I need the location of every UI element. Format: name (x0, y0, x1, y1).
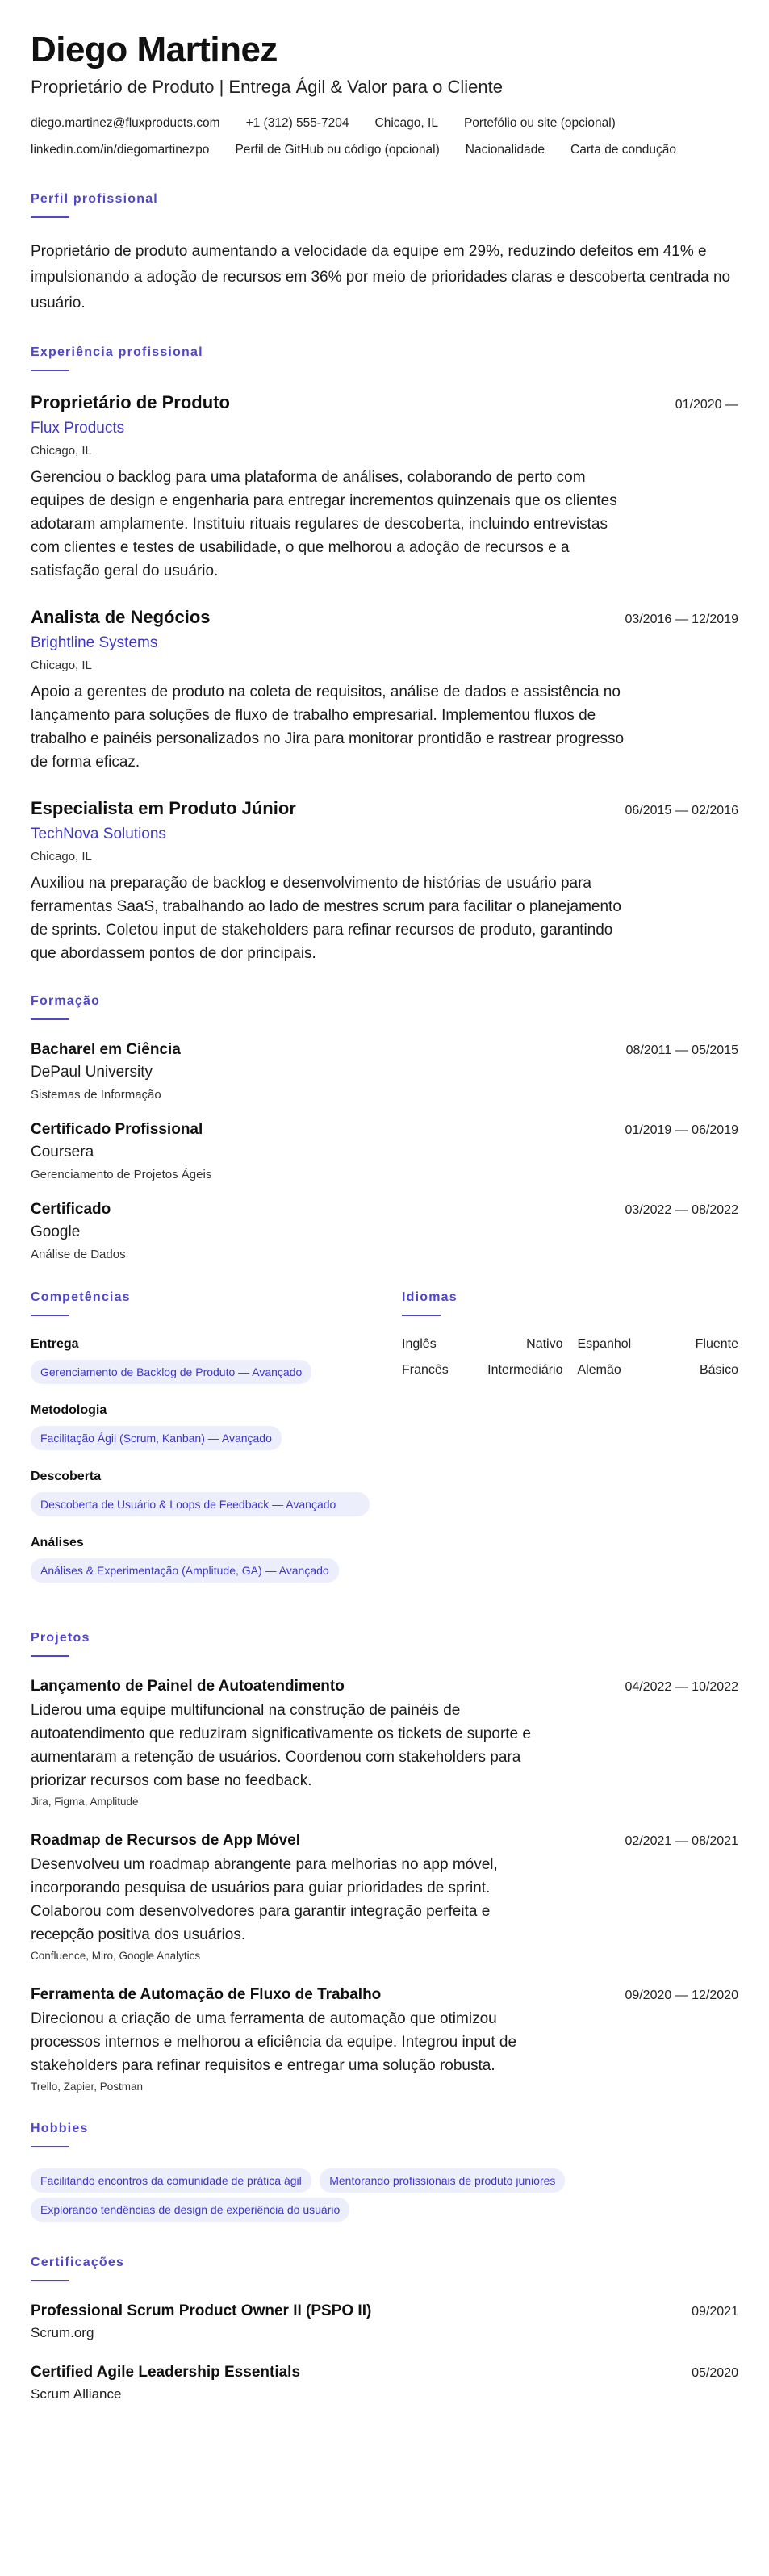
job-dates: 01/2020 — (675, 398, 738, 412)
language-item (578, 1363, 739, 1378)
project-item (31, 1832, 738, 1962)
project-dates: 02/2021 — 08/2021 (625, 1834, 738, 1848)
project-tools: Jira, Figma, Amplitude (31, 1796, 139, 1808)
experience-item (31, 798, 738, 965)
job-description: Gerenciou o backlog para uma plataforma de análises, colaborando de perto com equipes de design e engenharia para entregar incrementos quinzenais que os clientes adotaram amplamente. Instituiu rituais regulares de descoberta, incluindo entrevistas com clientes e testes de usabilidade, o que melhorou a adoção de recursos e a satisfação geral do usuário. (31, 469, 617, 579)
section-title: Perfil profissional (31, 192, 158, 206)
section-title: Idiomas (402, 1290, 458, 1304)
contact-portfolio: Portefólio ou site (opcional) (463, 116, 616, 130)
language-item (578, 1337, 739, 1352)
certification-name: Professional Scrum Product Owner II (PSPO II) (31, 2302, 372, 2319)
education-item (31, 1201, 738, 1261)
field-of-study: Sistemas de Informação (31, 1088, 161, 1102)
school: Coursera (31, 1144, 94, 1160)
certifications-section (31, 2256, 738, 2402)
field-of-study: Gerenciamento de Projetos Ágeis (31, 1168, 212, 1181)
project-dates: 04/2022 — 10/2022 (625, 1680, 738, 1694)
project-name: Roadmap de Recursos de App Móvel (31, 1832, 300, 1849)
skill-category: Metodologia (31, 1403, 107, 1417)
project-description: Desenvolveu um roadmap abrangente para melhorias no app móvel, incorporando pesquisa de usuários para guiar prioridades de sprint. Colaborou com desenvolvedores para garantir integração perfeita e recepção positiva dos usuários. (31, 1856, 498, 1943)
job-location: Chicago, IL (31, 659, 92, 672)
certification-issuer: Scrum Alliance (31, 2386, 122, 2402)
project-dates: 09/2020 — 12/2020 (625, 1988, 738, 2002)
summary-text: Proprietário de produto aumentando a velocidade da equipe em 29%, reduzindo defeitos em 41% e impulsionando a adoção de recursos em 36% por meio de prioridades claras e descoberta centrada no usuário. (31, 243, 731, 312)
hobby-tag: Facilitando encontros da comunidade de prática ágil (31, 2168, 311, 2193)
skills-languages-row (31, 1290, 738, 1602)
skill-tag: Análises & Experimentação (Amplitude, GA) — Avançado (31, 1558, 339, 1583)
hobby-tag: Mentorando profissionais de produto juniores (320, 2168, 565, 2193)
project-item (31, 1986, 738, 2093)
section-divider (31, 2280, 69, 2281)
contact-list (31, 110, 738, 163)
skill-tag: Facilitação Ágil (Scrum, Kanban) — Avançado (31, 1426, 282, 1450)
job-location: Chicago, IL (31, 850, 92, 864)
job-dates: 06/2015 — 02/2016 (625, 804, 738, 818)
education-item (31, 1121, 738, 1181)
language-name: Espanhol (577, 1337, 632, 1351)
education-item (31, 1041, 738, 1102)
hobby-tag: Explorando tendências de design de experiência do usuário (31, 2198, 349, 2222)
school: DePaul University (31, 1064, 153, 1081)
skill-group (31, 1536, 370, 1587)
contact-github: Perfil de GitHub ou código (opcional) (235, 143, 440, 157)
certification-date: 05/2020 (692, 2366, 738, 2380)
skill-group (31, 1470, 370, 1521)
job-description: Apoio a gerentes de produto na coleta de requisitos, análise de dados e assistência no lançamento para soluções de fluxo de trabalho empresarial. Implementou fluxos de trabalho e painéis personalizados no Jira para monitorar prontidão e rastrear progresso de forma eficaz. (31, 684, 625, 771)
language-level: Intermediário (487, 1363, 563, 1377)
project-item (31, 1678, 738, 1808)
section-title: Projetos (31, 1631, 90, 1645)
contact-nationality: Nacionalidade (465, 143, 545, 157)
project-description: Liderou uma equipe multifuncional na construção de painéis de autoatendimento que reduziram significativamente os tickets de suporte e aumentaram a retenção de usuários. Coordenou com stakeholders para priorizar recursos com base no feedback. (31, 1702, 531, 1789)
education-dates: 08/2011 — 05/2015 (625, 1043, 738, 1057)
project-name: Ferramenta de Automação de Fluxo de Trabalho (31, 1986, 382, 2003)
experience-item (31, 607, 738, 774)
language-item (402, 1337, 563, 1352)
contact-email[interactable]: diego.martinez@fluxproducts.com (31, 116, 220, 130)
company-name: Flux Products (31, 420, 125, 437)
skill-category: Descoberta (31, 1470, 102, 1483)
certification-date: 09/2021 (692, 2305, 738, 2319)
skills-section (31, 1290, 370, 1602)
language-item (402, 1363, 563, 1378)
school: Google (31, 1223, 81, 1240)
section-divider (31, 370, 69, 371)
section-divider (31, 1018, 69, 1020)
job-title: Analista de Negócios (31, 607, 211, 627)
skill-tag: Gerenciamento de Backlog de Produto — Avançado (31, 1360, 311, 1384)
section-divider (31, 1655, 69, 1657)
field-of-study: Análise de Dados (31, 1248, 126, 1261)
contact-location: Chicago, IL (374, 116, 438, 130)
skill-group (31, 1337, 370, 1389)
degree: Certificado (31, 1201, 111, 1218)
section-title: Certificações (31, 2256, 125, 2269)
project-tools: Trello, Zapier, Postman (31, 2080, 144, 2093)
certification-name: Certified Agile Leadership Essentials (31, 2364, 301, 2381)
certification-item (31, 2302, 738, 2341)
experience-section (31, 345, 738, 965)
certification-item (31, 2364, 738, 2402)
company-name: TechNova Solutions (31, 826, 166, 843)
resume-header (31, 29, 738, 163)
projects-section (31, 1631, 738, 2093)
job-description: Auxiliou na preparação de backlog e desenvolvimento de histórias de usuário para ferramentas SaaS, trabalhando ao lado de mestres scrum para facilitar o planejamento de sprints. Coletou input de stakeholders para refinar recursos de produto, garantindo que abordassem pontos de dor principais. (31, 875, 621, 962)
education-dates: 03/2022 — 08/2022 (625, 1203, 738, 1217)
hobbies-section (31, 2122, 738, 2227)
languages-section (402, 1290, 738, 1602)
contact-phone[interactable]: +1 (312) 555-7204 (245, 116, 349, 130)
job-title: Especialista em Produto Júnior (31, 798, 296, 818)
contact-license: Carta de condução (570, 143, 676, 157)
section-divider (31, 216, 69, 218)
job-location: Chicago, IL (31, 444, 92, 458)
certification-issuer: Scrum.org (31, 2325, 94, 2340)
education-dates: 01/2019 — 06/2019 (625, 1123, 738, 1137)
section-divider (402, 1315, 441, 1316)
section-title: Formação (31, 994, 101, 1008)
degree: Certificado Profissional (31, 1121, 203, 1138)
section-title: Hobbies (31, 2122, 89, 2135)
skill-group (31, 1403, 370, 1455)
language-level: Básico (699, 1363, 738, 1377)
section-divider (31, 2146, 69, 2147)
company-name: Brightline Systems (31, 634, 158, 651)
project-tools: Confluence, Miro, Google Analytics (31, 1950, 201, 1962)
skill-category: Entrega (31, 1337, 79, 1351)
section-title: Experiência profissional (31, 345, 203, 359)
experience-item (31, 392, 738, 583)
candidate-name: Diego Martinez (31, 30, 278, 69)
headline: Proprietário de Produto | Entrega Ágil & Valor para o Cliente (31, 77, 503, 97)
summary-section (31, 192, 738, 316)
education-section (31, 994, 738, 1261)
language-name: Inglês (402, 1337, 437, 1351)
skill-category: Análises (31, 1536, 84, 1549)
project-name: Lançamento de Painel de Autoatendimento (31, 1678, 345, 1695)
section-divider (31, 1315, 69, 1316)
degree: Bacharel em Ciência (31, 1041, 181, 1058)
skill-tag: Descoberta de Usuário & Loops de Feedback — Avançado (31, 1492, 370, 1516)
contact-linkedin[interactable]: linkedin.com/in/diegomartinezpo (31, 143, 210, 157)
language-name: Alemão (577, 1363, 621, 1377)
language-name: Francês (402, 1363, 449, 1377)
language-list (402, 1337, 738, 1378)
job-dates: 03/2016 — 12/2019 (625, 613, 738, 626)
hobby-list (31, 2168, 738, 2227)
section-title: Competências (31, 1290, 131, 1304)
language-level: Fluente (695, 1337, 738, 1351)
language-level: Nativo (526, 1337, 563, 1351)
project-description: Direcionou a criação de uma ferramenta de automação que otimizou processos internos e melhorou a eficiência da equipe. Integrou input de stakeholders para refinar requisitos e entregar uma solução robusta. (31, 2010, 517, 2074)
job-title: Proprietário de Produto (31, 392, 230, 412)
